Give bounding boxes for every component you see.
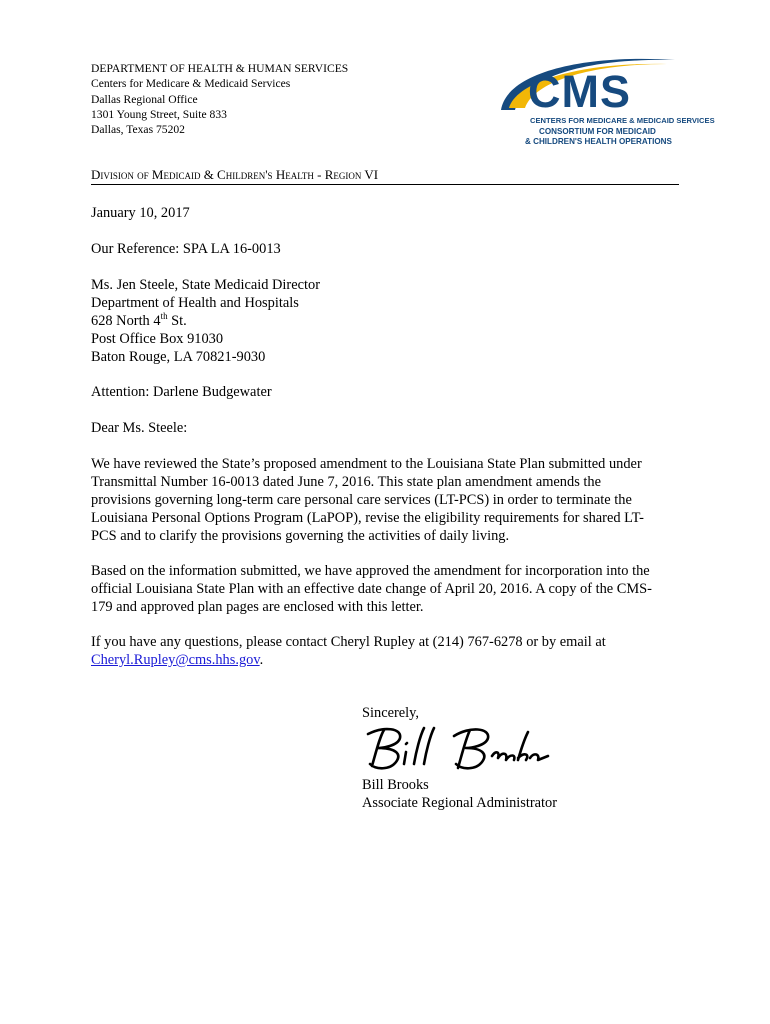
paragraph-line: Transmittal Number 16-0013 dated June 7, 2016. This state plan amendment amends the [91, 474, 601, 490]
paragraph-line: official Louisiana State Plan with an effective date change of April 20, 2016. A copy of the CMS- [91, 581, 652, 597]
recipient-street-suffix: St. [167, 313, 187, 329]
paragraph-approval [91, 562, 681, 616]
reference-number: Our Reference: SPA LA 16-0013 [91, 241, 281, 257]
email-punctuation: . [259, 652, 264, 668]
paragraph-line: If you have any questions, please contact Cheryl Rupley at (214) 767-6278 or by email at [91, 634, 606, 650]
division-header: Division of Medicaid & Children's Health - Region VI [91, 167, 679, 185]
consortium-line2: & CHILDREN'S HEALTH OPERATIONS [525, 137, 672, 146]
paragraph-line: Louisiana Personal Options Program (LaPOP), revise the eligibility requirements for shared LT- [91, 510, 644, 526]
recipient-po-box: Post Office Box 91030 [91, 331, 224, 347]
paragraph-line: provisions governing long-term care personal care services (LT-PCS) in order to terminate the [91, 492, 632, 508]
cms-logo [495, 50, 715, 150]
letter-date: January 10, 2017 [91, 205, 190, 221]
sender-department: DEPARTMENT OF HEALTH & HUMAN SERVICES [91, 62, 349, 75]
sender-city: Dallas, Texas 75202 [91, 123, 185, 137]
sender-office: Dallas Regional Office [91, 92, 198, 106]
consortium-line1: CONSORTIUM FOR MEDICAID [539, 127, 656, 136]
sender-address [91, 61, 348, 137]
signer-name: Bill Brooks [362, 777, 429, 793]
recipient-street-prefix: 628 North 4 [91, 313, 161, 329]
recipient-org: Department of Health and Hospitals [91, 295, 299, 311]
recipient-name: Ms. Jen Steele, State Medicaid Director [91, 277, 320, 293]
recipient-city: Baton Rouge, LA 70821-9030 [91, 349, 266, 365]
recipient-address [91, 276, 320, 366]
paragraph-line: 179 and approved plan pages are enclosed with this letter. [91, 599, 424, 615]
sender-agency: Centers for Medicare & Medicaid Services [91, 77, 291, 91]
closing: Sincerely, [362, 705, 420, 721]
paragraph-line: Based on the information submitted, we have approved the amendment for incorporation into the [91, 563, 650, 579]
signer-title: Associate Regional Administrator [362, 795, 558, 811]
cms-wordmark: CMS [528, 66, 631, 117]
sender-street: 1301 Young Street, Suite 833 [91, 107, 227, 121]
cms-tagline: CENTERS FOR MEDICARE & MEDICAID SERVICES [530, 116, 715, 125]
signer-block [362, 776, 557, 812]
salutation: Dear Ms. Steele: [91, 420, 188, 436]
paragraph-contact [91, 633, 681, 669]
paragraph-line: We have reviewed the State’s proposed amendment to the Louisiana State Plan submitted under [91, 456, 642, 472]
email-line [91, 651, 681, 669]
email-link[interactable]: Cheryl.Rupley@cms.hhs.gov [91, 652, 260, 668]
signature-image [362, 722, 552, 780]
paragraph-line: PCS and to clarify the provisions governing the activities of daily living. [91, 528, 510, 544]
attention-line: Attention: Darlene Budgewater [91, 384, 272, 400]
recipient-street [91, 312, 320, 330]
recipient-street-sup: th [160, 311, 168, 322]
paragraph-review [91, 455, 681, 545]
